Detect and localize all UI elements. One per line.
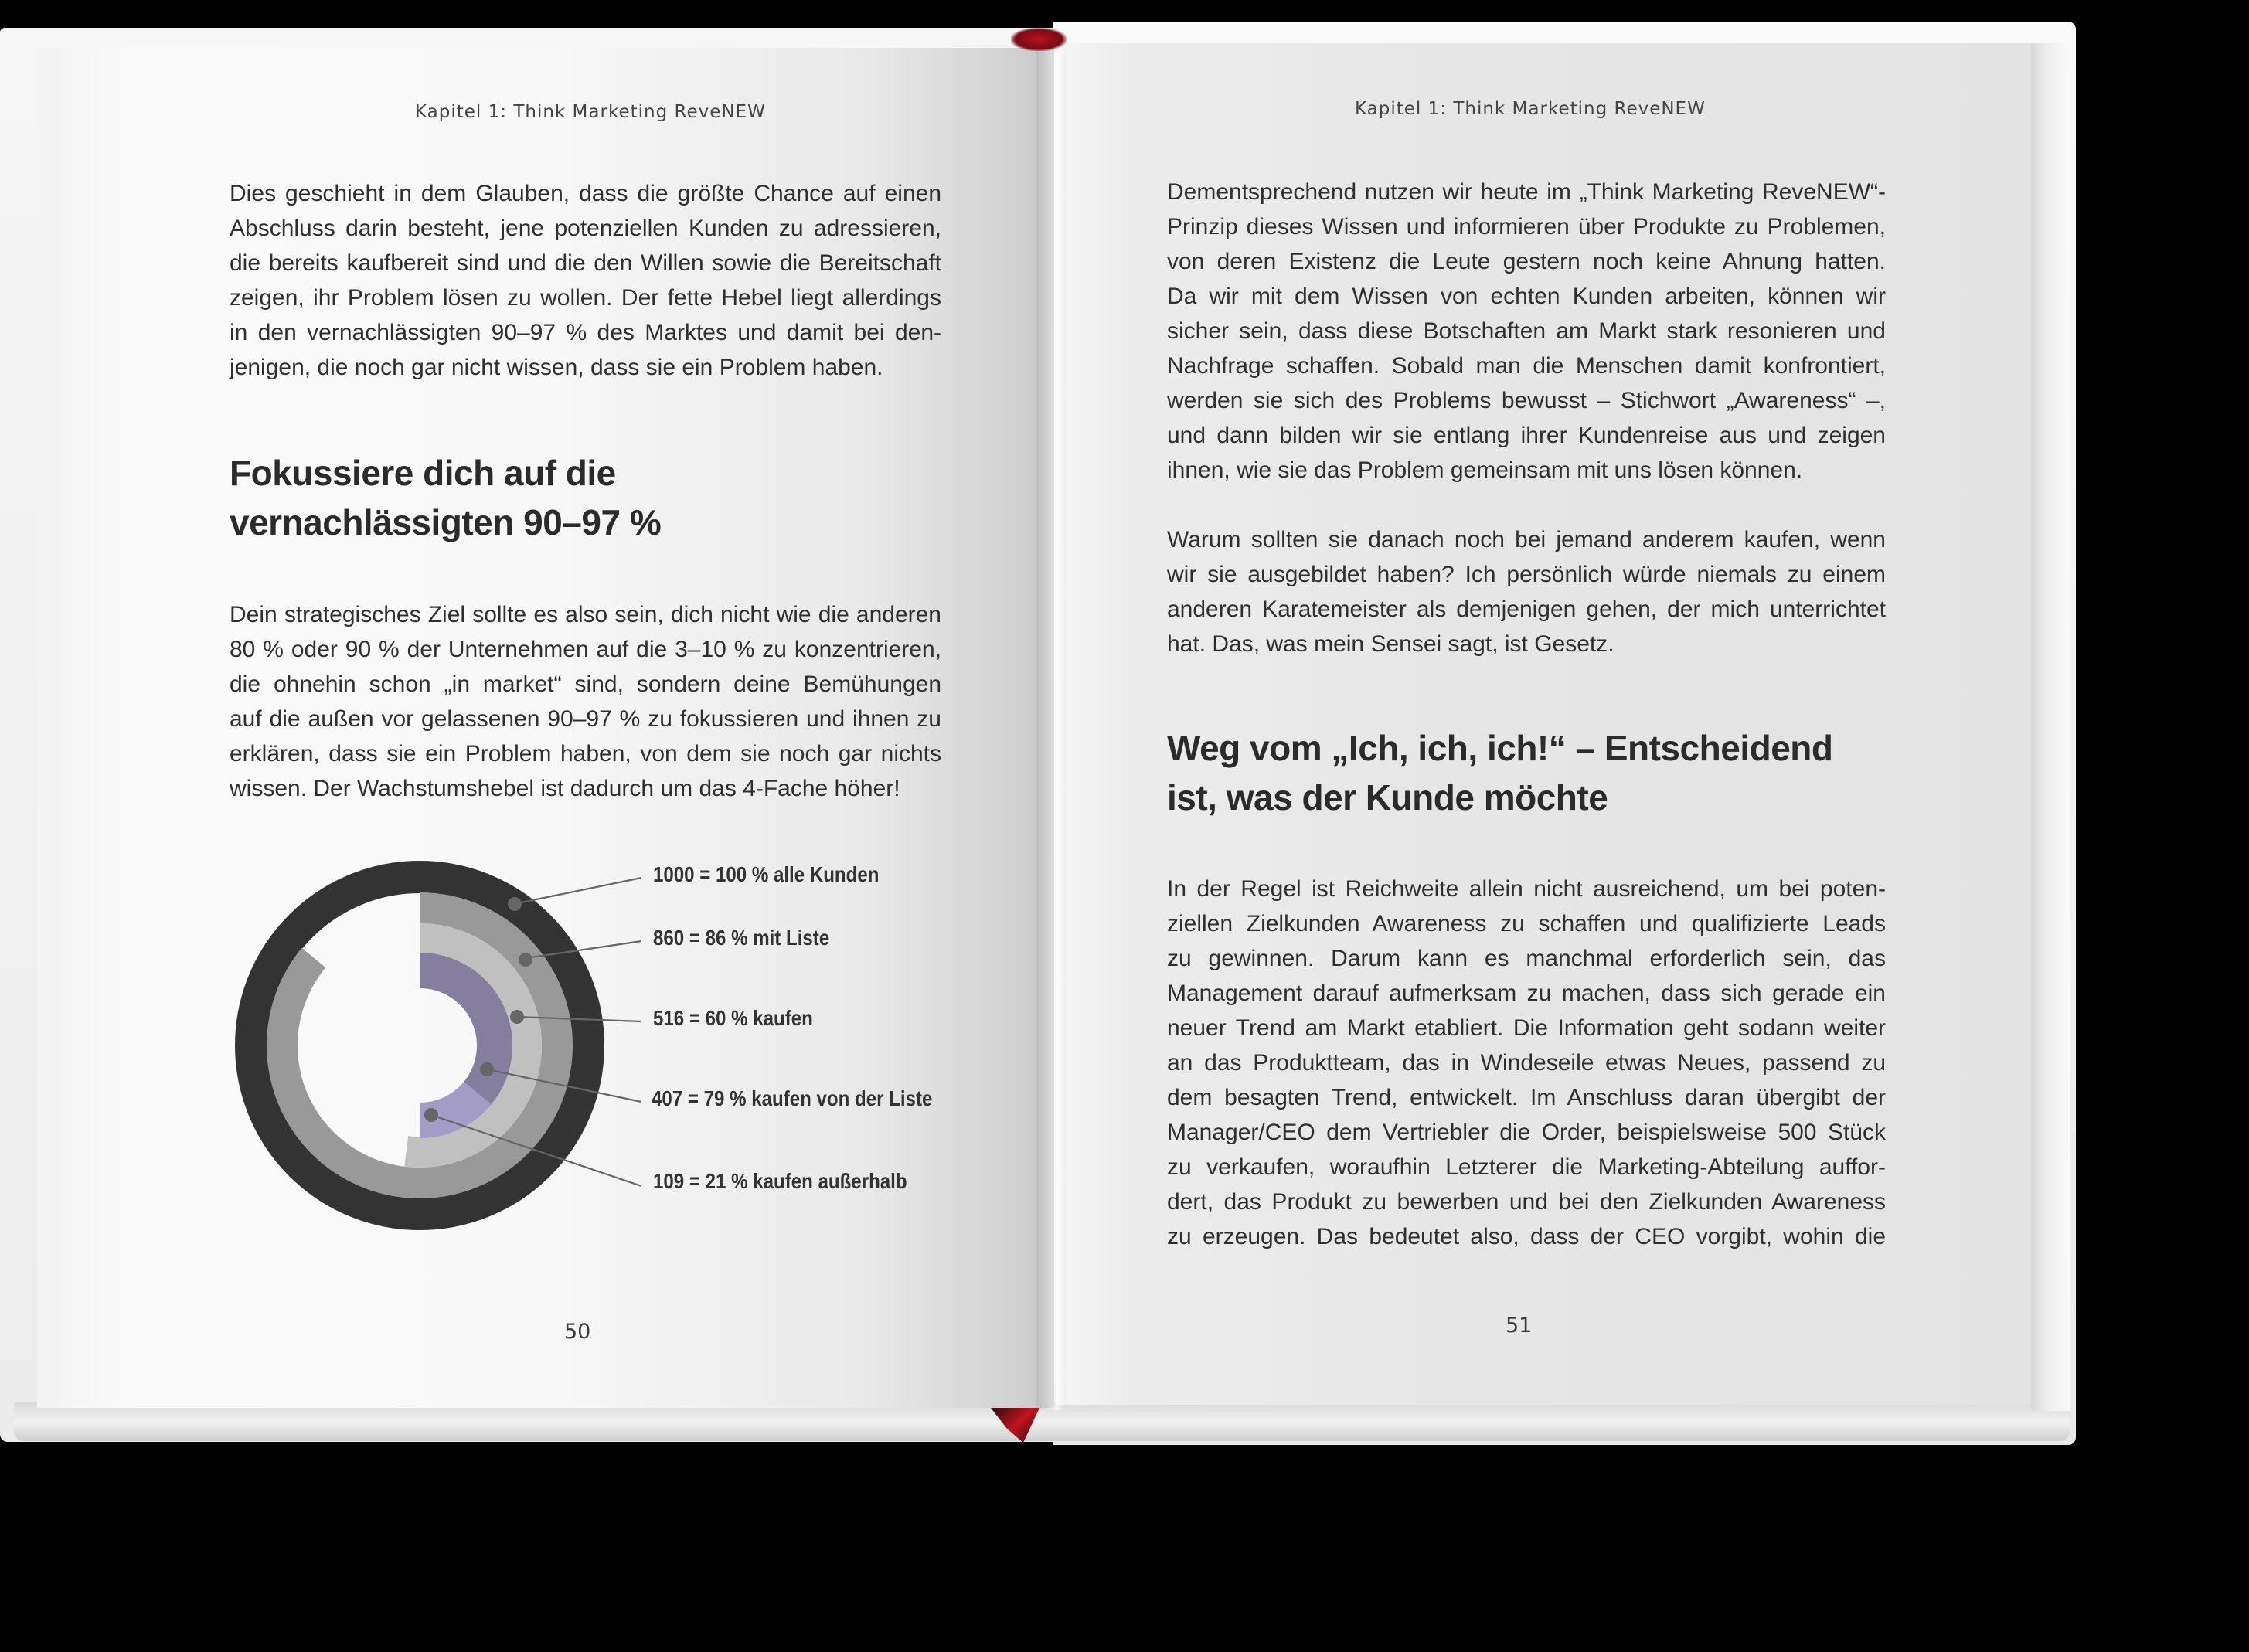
text-line: und dann bilden wir sie entlang ihrer Kundenreise aus und zeigen [1167,423,1886,448]
text-line: Nachfrage schaffen. Sobald man die Menschen damit konfrontiert, [1167,353,1886,379]
text-line: jenigen, die noch gar nicht wissen, dass sie ein Problem haben. [230,355,883,380]
text-line: Abschluss darin besteht, jene potenziellen Kunden zu adressieren, [230,216,941,241]
text-line: zeigen, ihr Problem lösen zu wollen. Der fette Hebel liegt allerdings [230,285,941,311]
right-section-heading [1167,723,1833,822]
heading-line: Fokussiere dich auf die [230,453,616,493]
text-line: wissen. Der Wachstumshebel ist dadurch um das 4-Fache höher! [230,776,900,801]
left-section-heading [230,448,661,547]
text-line: in den vernachlässigten 90–97 % des Marktes und damit bei den- [230,320,941,345]
chart-label-kaufen-ausserhalb: 109 = 21 % kaufen außerhalb [653,1169,907,1193]
left-paragraph-1 [230,176,941,385]
text-line: Dein strategisches Ziel sollte es also sein, dich nicht wie die anderen [230,602,941,627]
text-line: dem besagten Trend, entwickelt. Im Anschluss daran übergibt der [1167,1085,1886,1110]
right-paragraph-1 [1167,175,1886,488]
heading-line: Weg vom „Ich, ich, ich!“ – Entscheidend [1167,728,1833,768]
text-line: neuer Trend am Markt etabliert. Die Information geht sodann weiter [1167,1015,1886,1041]
text-line: ihnen, wie sie das Problem gemeinsam mit uns lösen können. [1167,457,1803,483]
radial-bar-chart [216,842,989,1259]
running-header-right: Kapitel 1: Think Marketing ReveNEW [1355,99,1706,119]
gutter [1036,46,1067,1410]
text-line: die ohnehin schon „in market“ sind, sondern deine Bemühungen [230,671,941,697]
text-line: 80 % oder 90 % der Unternehmen auf die 3–10 % zu konzentrieren, [230,637,941,662]
text-line: wir sie ausgebildet haben? Ich persönlich würde niemals zu einem [1167,562,1886,587]
text-line: die bereits kaufbereit sind und die den Willen sowie die Bereitschaft [230,250,941,276]
text-line: Dies geschieht in dem Glauben, dass die größte Chance auf einen [230,181,941,206]
text-line: Manager/CEO dem Vertriebler die Order, beispielsweise 500 Stück [1167,1120,1886,1145]
text-line: ziellen Zielkunden Awareness zu schaffen und qualifizierte Leads [1167,911,1886,936]
chart-graphic [216,842,989,1259]
text-line: zu verkaufen, woraufhin Letzterer die Marketing-Abteilung auffor- [1167,1154,1886,1180]
text-line: hat. Das, was mein Sensei sagt, ist Gesetz. [1167,631,1614,657]
text-line: werden sie sich des Problems bewusst – Stichwort „Awareness“ –, [1167,388,1886,413]
right-paragraph-3 [1167,872,1886,1254]
heading-line: ist, was der Kunde möchte [1167,777,1608,818]
right-paragraph-2 [1167,522,1886,661]
left-paragraph-2 [230,597,941,806]
text-line: Dementsprechend nutzen wir heute im „Think Marketing ReveNEW“- [1167,179,1886,205]
text-line: Prinzip dieses Wissen und informieren über Produkte zu Problemen, [1167,214,1886,240]
text-line: anderen Karatemeister als demjenigen gehen, der mich unterrichtet [1167,597,1886,622]
bookmark-ribbon-top [1011,28,1067,51]
chart-label-kaufen: 516 = 60 % kaufen [653,1006,813,1030]
text-line: an das Produktteam, das in Windeseile etwas Neues, passend zu [1167,1050,1886,1076]
text-line: Warum sollten sie danach noch bei jemand anderem kaufen, wenn [1167,527,1886,552]
text-line: dert, das Produkt zu bewerben und bei den Zielkunden Awareness [1167,1189,1886,1215]
running-header-left: Kapitel 1: Think Marketing ReveNEW [415,102,766,122]
page-block-right-edge [2031,43,2070,1411]
text-line: Da wir mit dem Wissen von echten Kunden arbeiten, können wir [1167,284,1886,309]
chart-label-mit-liste: 860 = 86 % mit Liste [653,926,830,950]
text-line: Management darauf aufmerksam zu machen, dass sich gerade ein [1167,981,1886,1006]
text-line: sicher sein, dass diese Botschaften am Markt stark resonieren und [1167,318,1886,344]
text-line: auf die außen vor gelassenen 90–97 % zu fokussieren und ihnen zu [230,706,941,732]
page-number-left: 50 [564,1320,591,1344]
text-line: In der Regel ist Reichweite allein nicht ausreichend, um bei poten- [1167,876,1886,902]
text-line: zu erzeugen. Das bedeutet also, dass der CEO vorgibt, wohin die [1167,1224,1886,1249]
chart-label-kaufen-von-liste: 407 = 79 % kaufen von der Liste [652,1086,933,1110]
heading-line: vernachlässigten 90–97 % [230,502,662,542]
page-number-right: 51 [1506,1314,1533,1338]
text-line: erklären, dass sie ein Problem haben, von dem sie noch gar nichts [230,741,941,767]
text-line: zu gewinnen. Darum kann es manchmal erforderlich sein, das [1167,946,1886,971]
text-line: von deren Existenz die Leute gestern noch keine Ahnung hatten. [1167,249,1886,274]
chart-label-alle-kunden: 1000 = 100 % alle Kunden [653,862,880,886]
